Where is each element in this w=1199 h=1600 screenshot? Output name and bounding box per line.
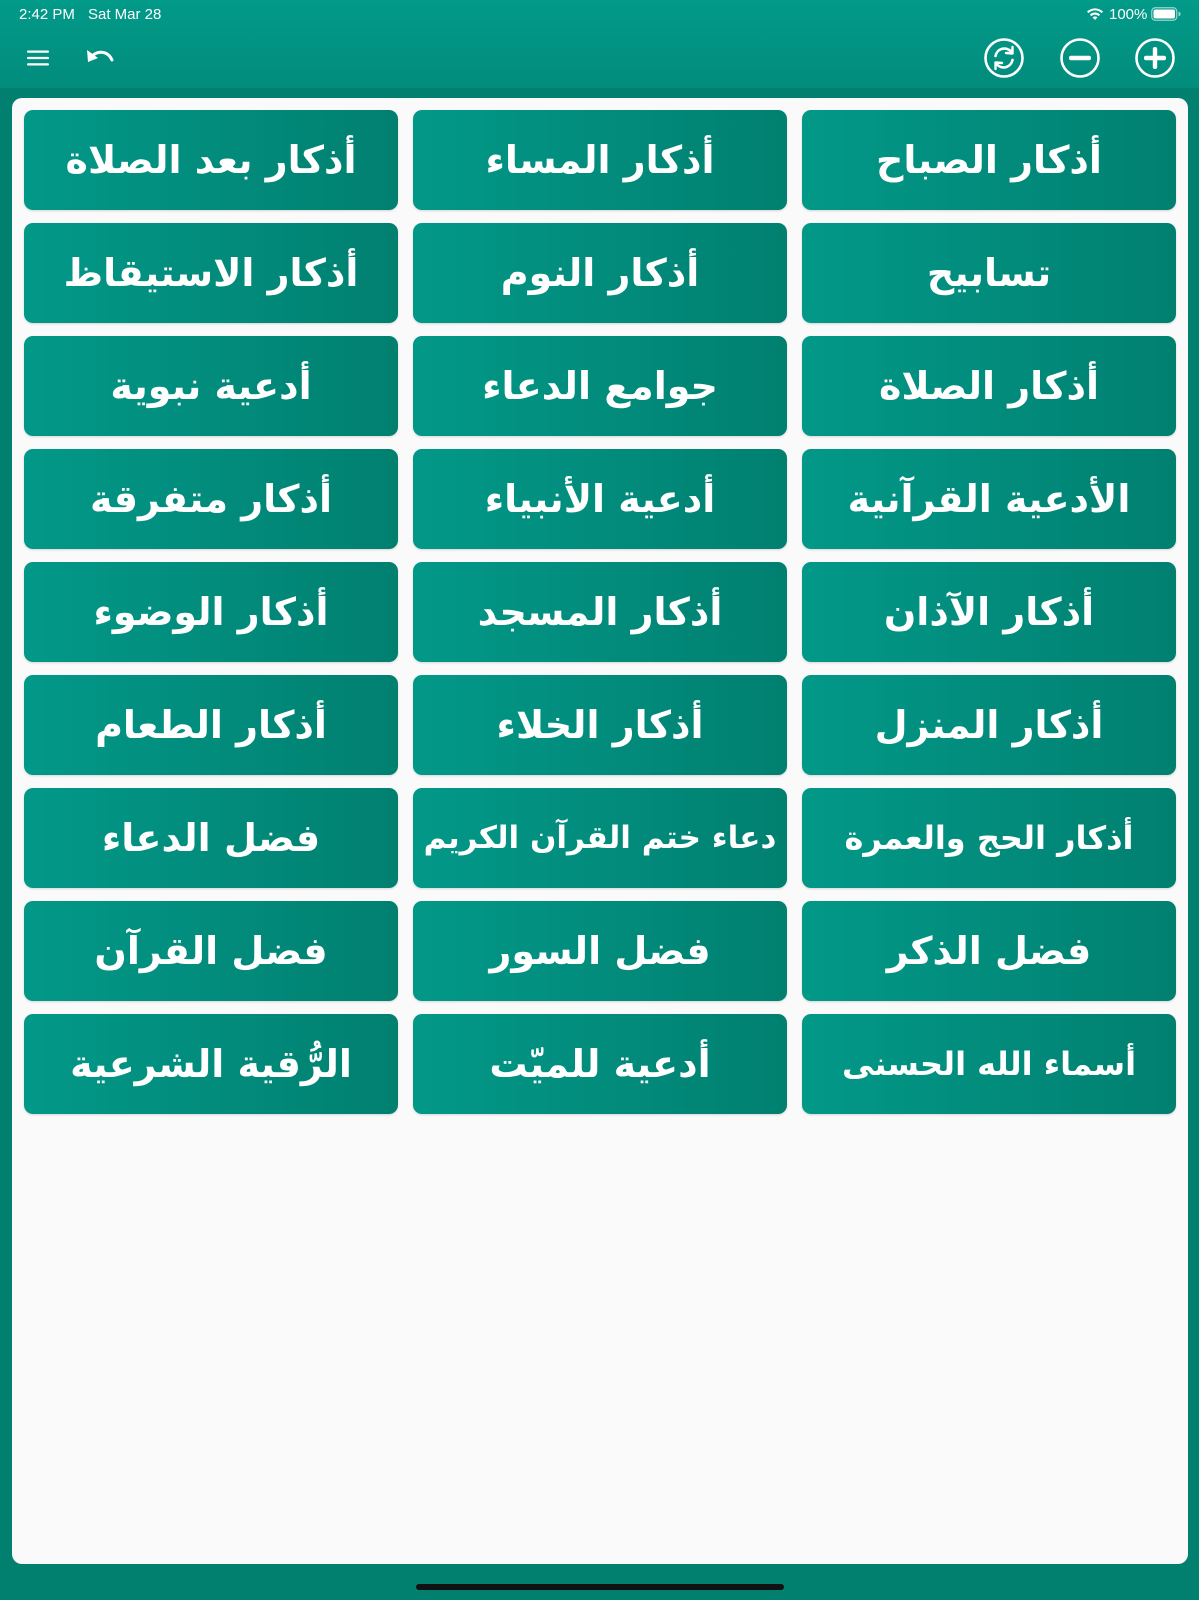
tile-label: أذكار الآذان: [883, 590, 1095, 634]
tile-home-adhkar[interactable]: [802, 675, 1176, 775]
tile-after-prayer-adhkar[interactable]: [24, 110, 398, 210]
tile-label: أذكار المسجد: [477, 590, 723, 634]
tile-morning-adhkar[interactable]: [802, 110, 1176, 210]
tile-label: أدعية للميّت: [489, 1042, 711, 1086]
tile-label: أذكار الحج والعمرة: [844, 819, 1134, 857]
tile-virtue-of-dhikr[interactable]: [802, 901, 1176, 1001]
tile-label: أذكار المنزل: [874, 703, 1104, 747]
tile-ruqyah[interactable]: [24, 1014, 398, 1114]
tile-tasabih[interactable]: [802, 223, 1176, 323]
tile-label: أذكار متفرقة: [90, 477, 332, 521]
tile-prophets-duas[interactable]: [413, 449, 787, 549]
tile-label: جوامع الدعاء: [482, 364, 718, 408]
tile-label: أذكار الخلاء: [496, 703, 704, 747]
undo-icon: [84, 46, 116, 70]
tile-prophetic-duas[interactable]: [24, 336, 398, 436]
status-time: 2:42 PM: [19, 6, 75, 23]
tile-comprehensive-duas[interactable]: [413, 336, 787, 436]
tile-virtue-of-quran[interactable]: [24, 901, 398, 1001]
tile-label: أسماء الله الحسنى: [841, 1045, 1137, 1083]
tile-label: أذكار بعد الصلاة: [65, 138, 357, 182]
tile-mosque-adhkar[interactable]: [413, 562, 787, 662]
tile-label: أدعية نبوية: [110, 364, 312, 408]
tile-label: أذكار الوضوء: [93, 590, 329, 634]
app-header: [0, 0, 1199, 88]
undo-button[interactable]: [78, 36, 122, 80]
tile-quranic-duas[interactable]: [802, 449, 1176, 549]
tile-quran-completion-dua[interactable]: [413, 788, 787, 888]
refresh-icon: [983, 37, 1025, 79]
content-panel: [12, 98, 1188, 1564]
tile-waking-adhkar[interactable]: [24, 223, 398, 323]
tile-label: أذكار النوم: [500, 251, 700, 295]
tile-label: فضل الذكر: [886, 929, 1092, 973]
tile-adhan-adhkar[interactable]: [802, 562, 1176, 662]
status-bar: [0, 0, 1199, 28]
tile-names-of-allah[interactable]: [802, 1014, 1176, 1114]
tile-evening-adhkar[interactable]: [413, 110, 787, 210]
zoom-out-button[interactable]: [1058, 36, 1102, 80]
tile-wudu-adhkar[interactable]: [24, 562, 398, 662]
tile-label: فضل السور: [489, 929, 711, 973]
tile-misc-adhkar[interactable]: [24, 449, 398, 549]
tile-sleep-adhkar[interactable]: [413, 223, 787, 323]
tile-duas-for-deceased[interactable]: [413, 1014, 787, 1114]
tile-label: فضل القرآن: [94, 929, 328, 973]
tile-label: الرُّقية الشرعية: [70, 1042, 352, 1086]
tile-prayer-adhkar[interactable]: [802, 336, 1176, 436]
tile-virtue-of-surahs[interactable]: [413, 901, 787, 1001]
tile-food-adhkar[interactable]: [24, 675, 398, 775]
refresh-button[interactable]: [982, 36, 1026, 80]
tile-label: الأدعية القرآنية: [847, 477, 1131, 521]
home-indicator[interactable]: [416, 1584, 784, 1590]
menu-button[interactable]: [16, 36, 60, 80]
tile-label: أذكار الصلاة: [878, 364, 1100, 408]
tile-label: دعاء ختم القرآن الكريم: [423, 820, 777, 856]
menu-icon: [26, 49, 50, 67]
wifi-icon: [1086, 7, 1104, 21]
tile-virtue-of-dua[interactable]: [24, 788, 398, 888]
categories-grid: [24, 110, 1176, 1114]
tile-label: فضل الدعاء: [101, 816, 321, 860]
status-date: Sat Mar 28: [88, 6, 162, 23]
zoom-out-icon: [1059, 37, 1101, 79]
toolbar: [0, 36, 1199, 80]
tile-label: أذكار المساء: [485, 138, 715, 182]
tile-label: أذكار الطعام: [95, 703, 327, 747]
tile-label: تسابيح: [926, 251, 1052, 295]
tile-label: أذكار الصباح: [876, 138, 1102, 182]
battery-percent: 100%: [1109, 6, 1148, 23]
zoom-in-icon: [1134, 37, 1176, 79]
tile-label: أدعية الأنبياء: [484, 477, 716, 521]
zoom-in-button[interactable]: [1133, 36, 1177, 80]
battery-icon: [1151, 7, 1181, 21]
tile-hajj-umrah-adhkar[interactable]: [802, 788, 1176, 888]
tile-label: أذكار الاستيقاظ: [63, 251, 359, 295]
tile-restroom-adhkar[interactable]: [413, 675, 787, 775]
